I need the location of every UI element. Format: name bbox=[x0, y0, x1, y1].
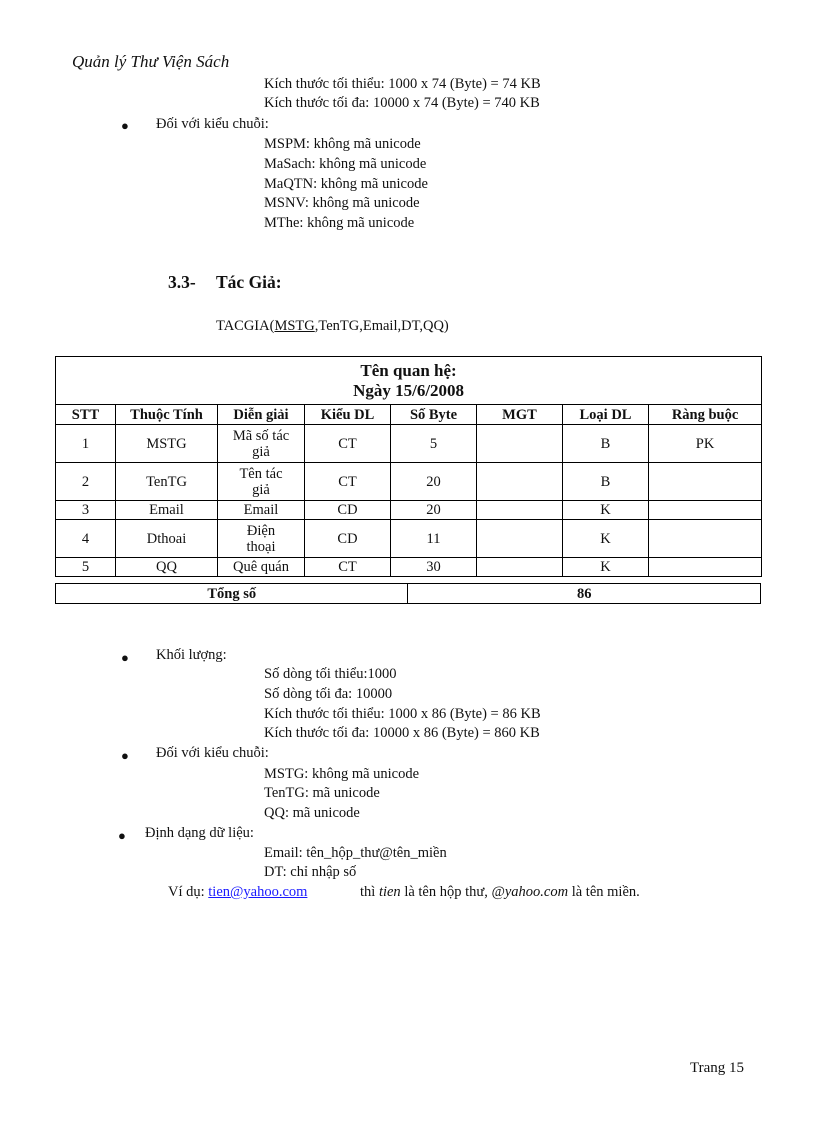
col-header: MGT bbox=[477, 405, 563, 425]
table-row: 2 TenTG Tên tác giả CT 20 B bbox=[56, 463, 762, 501]
example-line: Ví dụ: tien@yahoo.com bbox=[168, 884, 308, 900]
page-number: Trang 15 bbox=[689, 1060, 744, 1076]
total-table bbox=[55, 583, 761, 604]
rows-min-text: Số dòng tối thiểu:1000 bbox=[264, 666, 397, 682]
bullet-icon: ● bbox=[118, 828, 126, 843]
col-header: Ràng buộc bbox=[649, 405, 762, 425]
size-min-text: Kích thước tối thiểu: 1000 x 74 (Byte) = 74 KB bbox=[264, 76, 541, 92]
bullet-icon: ● bbox=[121, 650, 129, 665]
example-explanation: thì tien là tên hộp thư, @yahoo.com là tên miền. bbox=[360, 884, 640, 900]
string-item: MaQTN: không mã unicode bbox=[264, 176, 428, 192]
table-title: Tên quan hệ: Ngày 15/6/2008 bbox=[56, 357, 762, 405]
size-max-text: Kích thước tối đa: 10000 x 86 (Byte) = 860 KB bbox=[264, 725, 540, 741]
col-header: Thuộc Tính bbox=[116, 405, 218, 425]
bullet-icon: ● bbox=[121, 748, 129, 763]
total-label: Tổng số bbox=[56, 584, 408, 604]
format-heading: Định dạng dữ liệu: bbox=[145, 825, 254, 841]
table-row: 3 Email Email CD 20 K bbox=[56, 501, 762, 520]
col-header: Số Byte bbox=[391, 405, 477, 425]
string-item: MSNV: không mã unicode bbox=[264, 195, 420, 211]
table-header-row bbox=[56, 405, 762, 425]
table-row: 4 Dthoai Điện thoại CD 11 K bbox=[56, 520, 762, 558]
email-format: Email: tên_hộp_thư@tên_miền bbox=[264, 845, 447, 861]
string-item: MSPM: không mã unicode bbox=[264, 136, 421, 152]
string-item: MThe: không mã unicode bbox=[264, 215, 415, 231]
string-heading: Đối với kiểu chuỗi: bbox=[156, 745, 269, 761]
col-header: Loại DL bbox=[563, 405, 649, 425]
col-header: STT bbox=[56, 405, 116, 425]
primary-key: MSTG bbox=[274, 318, 315, 334]
section-heading bbox=[168, 272, 282, 293]
rows-max-text: Số dòng tối đa: 10000 bbox=[264, 686, 393, 702]
size-max-text: Kích thước tối đa: 10000 x 74 (Byte) = 740 KB bbox=[264, 95, 540, 111]
relation-schema: TACGIA(MSTG,TenTG,Email,DT,QQ) bbox=[216, 318, 449, 334]
volume-heading: Khối lượng: bbox=[156, 647, 227, 663]
document-header: Quản lý Thư Viện Sách bbox=[72, 52, 230, 71]
phone-format: DT: chỉ nhập số bbox=[264, 864, 357, 880]
col-header: Kiểu DL bbox=[305, 405, 391, 425]
string-heading: Đối với kiểu chuỗi: bbox=[156, 116, 269, 132]
total-value: 86 bbox=[408, 584, 761, 604]
string-item: TenTG: mã unicode bbox=[264, 785, 380, 801]
size-min-text: Kích thước tối thiểu: 1000 x 86 (Byte) = 86 KB bbox=[264, 706, 541, 722]
bullet-icon: ● bbox=[121, 118, 129, 133]
string-item: MSTG: không mã unicode bbox=[264, 766, 420, 782]
table-row: 5 QQ Quê quán CT 30 K bbox=[56, 558, 762, 577]
string-item: QQ: mã unicode bbox=[264, 805, 360, 821]
string-item: MaSach: không mã unicode bbox=[264, 156, 427, 172]
table-row: 1 MSTG Mã số tác giả CT 5 B PK bbox=[56, 425, 762, 463]
section-number: 3.3- bbox=[168, 272, 196, 292]
example-email-link[interactable]: tien@yahoo.com bbox=[208, 884, 308, 900]
section-title: Tác Giả: bbox=[216, 272, 282, 292]
col-header: Diễn giải bbox=[218, 405, 305, 425]
attribute-table bbox=[55, 356, 762, 577]
